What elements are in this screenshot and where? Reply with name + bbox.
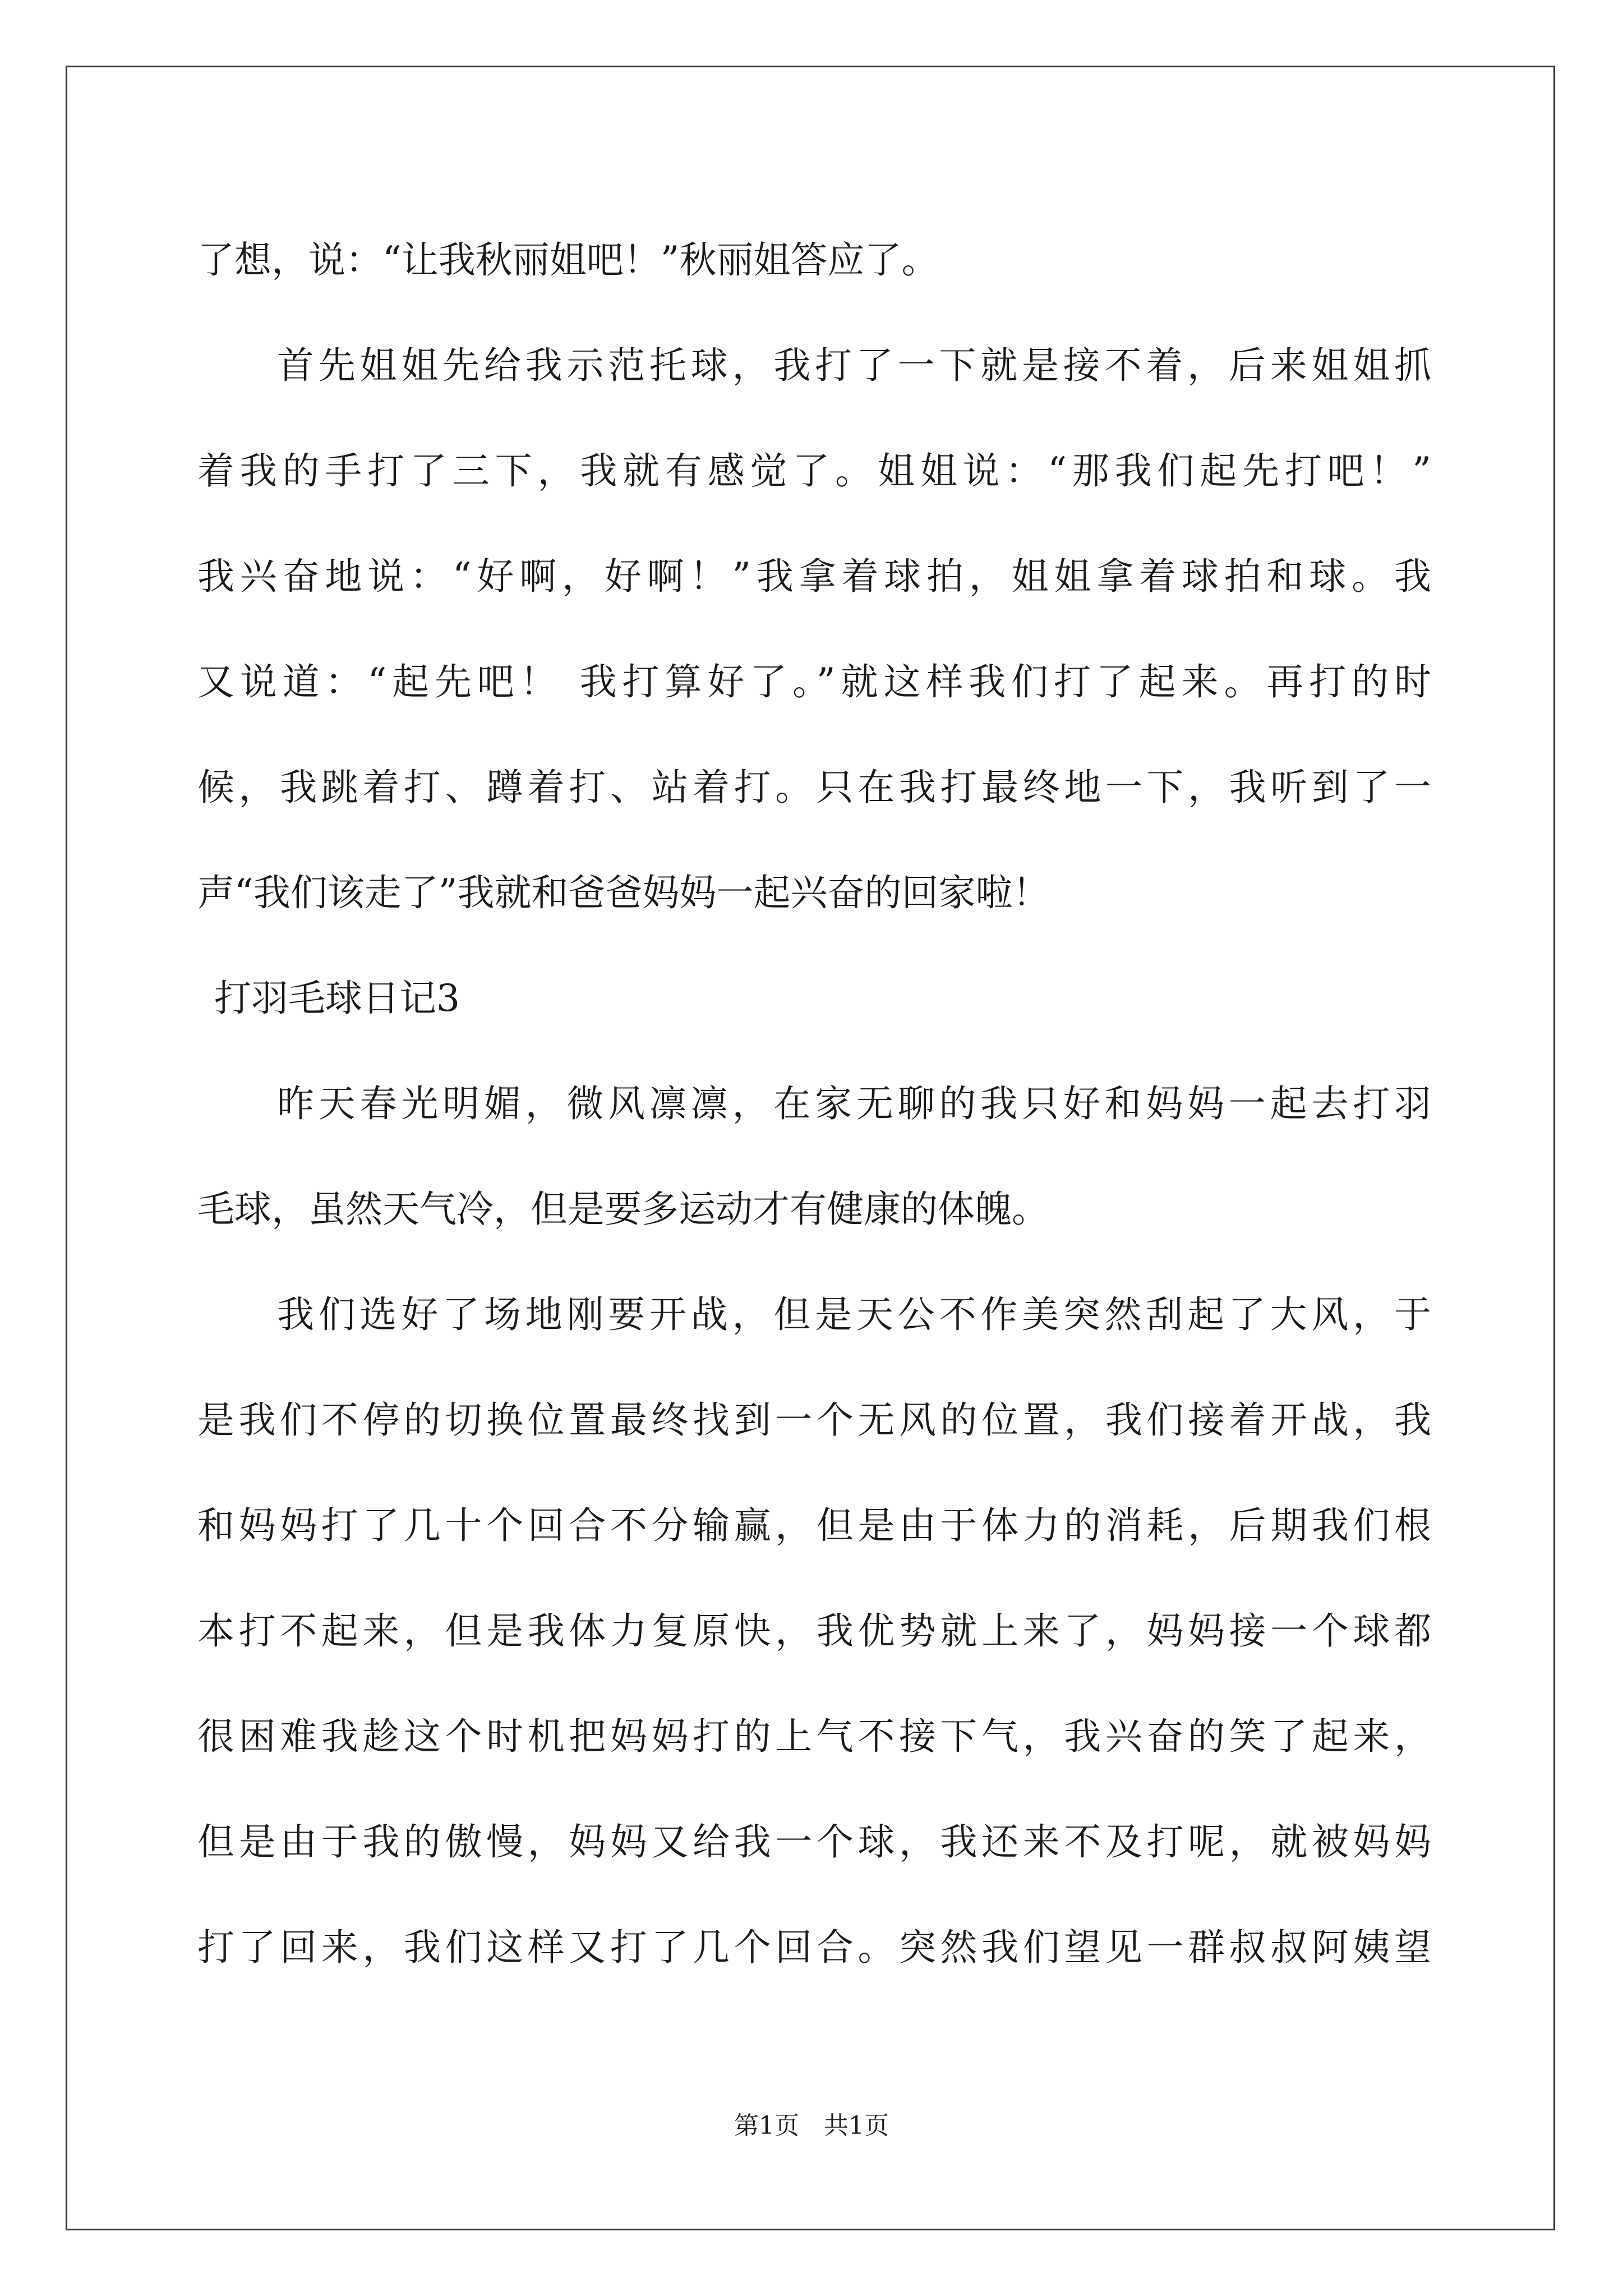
paragraph-line: 着我的手打了三下，我就有感觉了。姐姐说：“那我们起先打吧！” xyxy=(197,449,1431,493)
document-body xyxy=(197,208,1431,2000)
paragraph-line: 候，我跳着打、蹲着打、站着打。只在我打最终地一下，我听到了一 xyxy=(197,766,1431,809)
section-heading: 打羽毛球日记3 xyxy=(214,977,460,1020)
paragraph-line: 了想，说：“让我秋丽姐吧！”秋丽姐答应了。 xyxy=(197,238,939,282)
paragraph-line: 很困难我趁这个时机把妈妈打的上气不接下气，我兴奋的笑了起来， xyxy=(197,1715,1431,1758)
paragraph-line: 本打不起来，但是我体力复原快，我优势就上来了，妈妈接一个球都 xyxy=(197,1609,1431,1653)
paragraph-line: 是我们不停的切换位置最终找到一个无风的位置，我们接着开战，我 xyxy=(197,1398,1431,1442)
paragraph-line: 和妈妈打了几十个回合不分输赢，但是由于体力的消耗，后期我们根 xyxy=(197,1504,1431,1547)
paragraph-line: 我们选好了场地刚要开战，但是天公不作美突然刮起了大风，于 xyxy=(277,1293,1431,1336)
paragraph-line: 毛球，虽然天气冷，但是要多运动才有健康的体魄。 xyxy=(197,1188,1049,1231)
paragraph-line: 昨天春光明媚，微风凛凛，在家无聊的我只好和妈妈一起去打羽 xyxy=(277,1082,1431,1125)
paragraph-line: 我兴奋地说：“好啊，好啊！”我拿着球拍，姐姐拿着球拍和球。我 xyxy=(197,555,1431,598)
paragraph-line: 打了回来，我们这样又打了几个回合。突然我们望见一群叔叔阿姨望 xyxy=(197,1926,1431,1969)
paragraph-line: 又说道：“起先吧！ 我打算好了。”就这样我们打了起来。再打的时 xyxy=(197,660,1431,703)
page-number-footer: 第1页 共1页 xyxy=(734,2111,889,2140)
paragraph-line: 但是由于我的傲慢，妈妈又给我一个球，我还来不及打呢，就被妈妈 xyxy=(197,1820,1431,1864)
paragraph-line: 首先姐姐先给我示范托球，我打了一下就是接不着，后来姐姐抓 xyxy=(277,344,1431,387)
paragraph-line: 声“我们该走了”我就和爸爸妈妈一起兴奋的回家啦！ xyxy=(197,871,1050,914)
